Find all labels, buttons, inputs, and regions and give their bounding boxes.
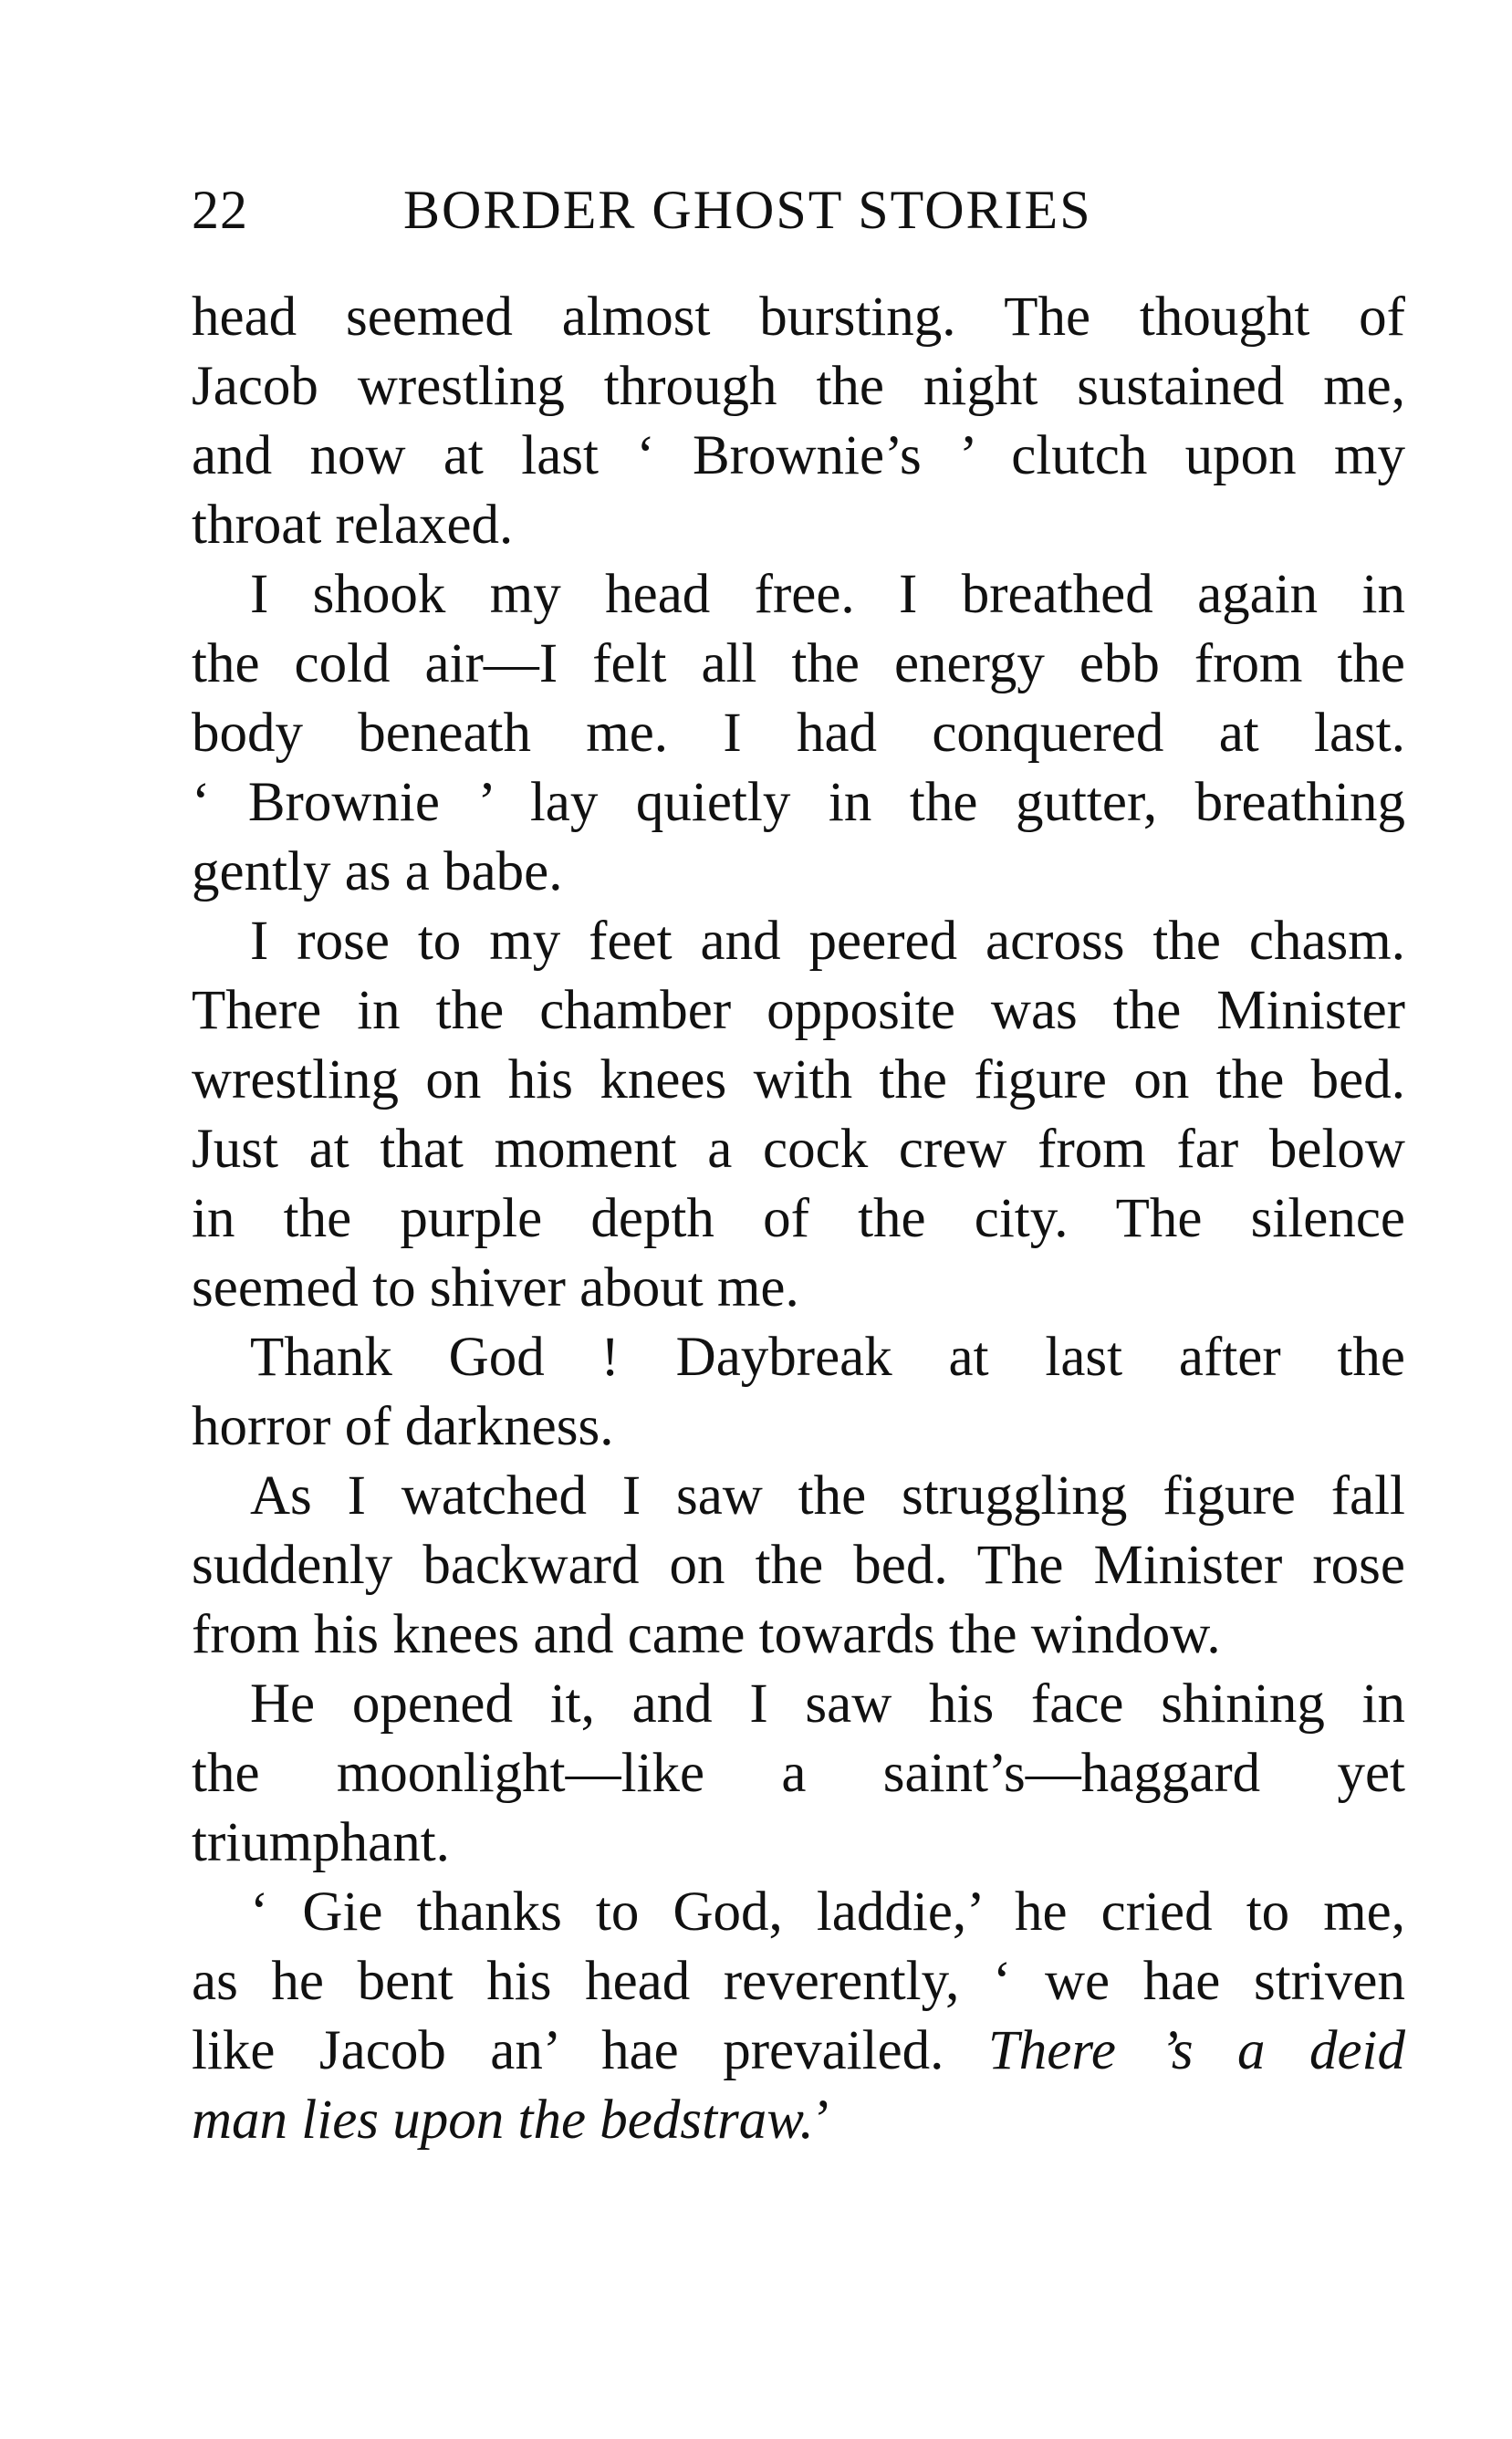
text-line: head seemed almost bursting. The thought of (192, 287, 1405, 348)
closing-quote: ’ (813, 2090, 833, 2151)
text-line: As I watched I saw the struggling figure fall (250, 1465, 1405, 1527)
text-line: I shook my head free. I breathed again in (250, 564, 1405, 625)
text-line: as he bent his head reverently, ‘ we hae striven (192, 1951, 1405, 2012)
text-line: ‘ Brownie ’ lay quietly in the gutter, breathing (192, 772, 1405, 833)
text-line: horror of darkness. (192, 1396, 614, 1457)
text-line: body beneath me. I had conquered at last. (192, 703, 1405, 764)
text-line: ‘ Gie thanks to God, laddie,’ he cried to me, (250, 1881, 1405, 1943)
body-text (192, 283, 1405, 2155)
text-line: from his knees and came towards the window. (192, 1604, 1221, 1665)
text-line: wrestling on his knees with the figure on the bed. (192, 1049, 1405, 1110)
text-line: Just at that moment a cock crew from far below (192, 1119, 1405, 1180)
italic-segment: There ’s a deid (987, 2020, 1405, 2081)
book-title: BORDER GHOST STORIES (403, 180, 1092, 240)
text-line: gently as a babe. (192, 841, 563, 902)
text-line-italic (192, 2017, 1405, 2086)
text-line: triumphant. (192, 1812, 450, 1873)
running-head (192, 173, 1414, 246)
text-line: the cold air—I felt all the energy ebb from the (192, 633, 1405, 694)
text-line: Jacob wrestling through the night sustained me, (192, 356, 1405, 417)
text-line: suddenly backward on the bed. The Minister rose (192, 1535, 1405, 1596)
text-line: He opened it, and I saw his face shining in (250, 1673, 1405, 1735)
text-line: seemed to shiver about me. (192, 1257, 799, 1319)
text-line: throat relaxed. (192, 495, 514, 556)
text-line: I rose to my feet and peered across the chasm. (250, 911, 1405, 972)
roman-segment: like Jacob an’ hae prevailed. (192, 2020, 988, 2081)
italic-segment-final: man lies upon the bedstraw. (192, 2090, 814, 2151)
text-line: and now at last ‘ Brownie’s ’ clutch upon my (192, 425, 1405, 486)
page-number: 22 (192, 180, 248, 240)
text-line: in the purple depth of the city. The silence (192, 1188, 1405, 1249)
text-line: Thank God ! Daybreak at last after the (250, 1327, 1405, 1388)
text-line: There in the chamber opposite was the Minister (192, 980, 1405, 1041)
text-line-final (192, 2086, 1405, 2155)
text-line: the moonlight—like a saint’s—haggard yet (192, 1743, 1405, 1804)
